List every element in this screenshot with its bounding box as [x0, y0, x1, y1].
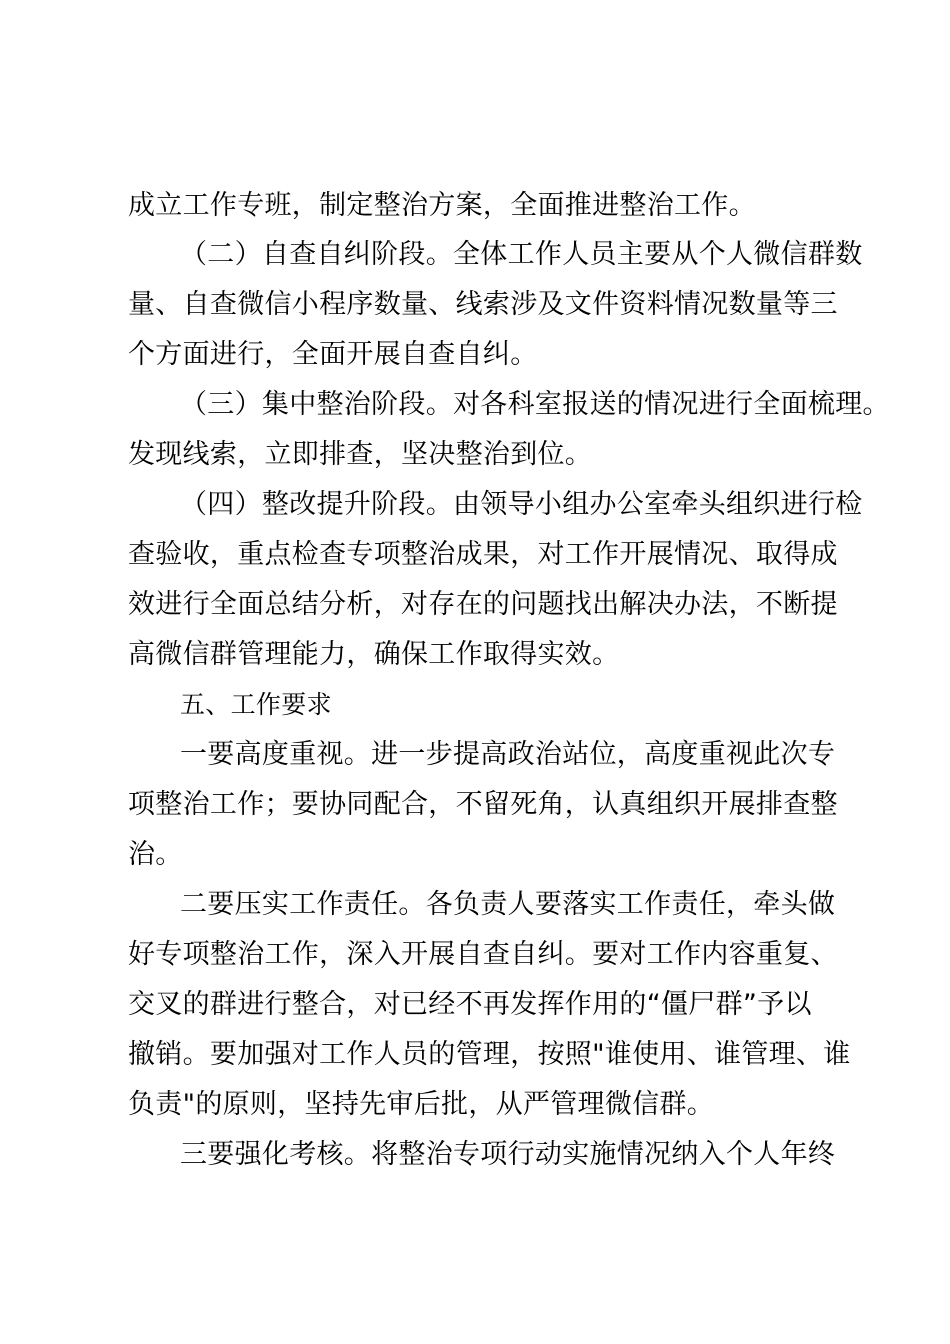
- text-line: 发现线索，立即排查，坚决整治到位。: [128, 439, 593, 470]
- text-line: 效进行全面总结分析，对存在的问题找出解决办法，不断提: [128, 589, 838, 620]
- text-line: 好专项整治工作，深入开展自查自纠。要对工作内容重复、: [128, 939, 838, 970]
- text-line: 一要高度重视。进一步提高政治站位，高度重视此次专: [180, 739, 836, 770]
- text-line: （三）集中整治阶段。对各科室报送的情况进行全面梳理。: [180, 389, 890, 420]
- text-line: 二要压实工作责任。各负责人要落实工作责任，牵头做: [180, 889, 836, 920]
- text-line: （二）自查自纠阶段。全体工作人员主要从个人微信群数: [180, 239, 863, 270]
- text-line: 交叉的群进行整合，对已经不再发挥作用的“僵尸群”予以: [128, 989, 812, 1020]
- text-line: 治。: [128, 839, 183, 870]
- text-line: （四）整改提升阶段。由领导小组办公室牵头组织进行检: [180, 489, 863, 520]
- text-line: 个方面进行，全面开展自查自纠。: [128, 339, 538, 370]
- text-line: 高微信群管理能力，确保工作取得实效。: [128, 639, 620, 670]
- section-heading: 五、工作要求: [180, 690, 332, 719]
- text-line: 查验收，重点检查专项整治成果，对工作开展情况、取得成: [128, 539, 838, 570]
- text-line: 成立工作专班，制定整治方案，全面推进整治工作。: [128, 190, 756, 221]
- text-line: 项整治工作；要协同配合，不留死角，认真组织开展排查整: [128, 789, 838, 820]
- text-line: 三要强化考核。将整治专项行动实施情况纳入个人年终: [180, 1139, 836, 1170]
- text-line: 量、自查微信小程序数量、线索涉及文件资料情况数量等三: [128, 289, 838, 320]
- text-line: 撤销。要加强对工作人员的管理，按照"谁使用、谁管理、谁: [128, 1039, 851, 1070]
- text-line: 负责"的原则，坚持先审后批，从严管理微信群。: [128, 1089, 715, 1120]
